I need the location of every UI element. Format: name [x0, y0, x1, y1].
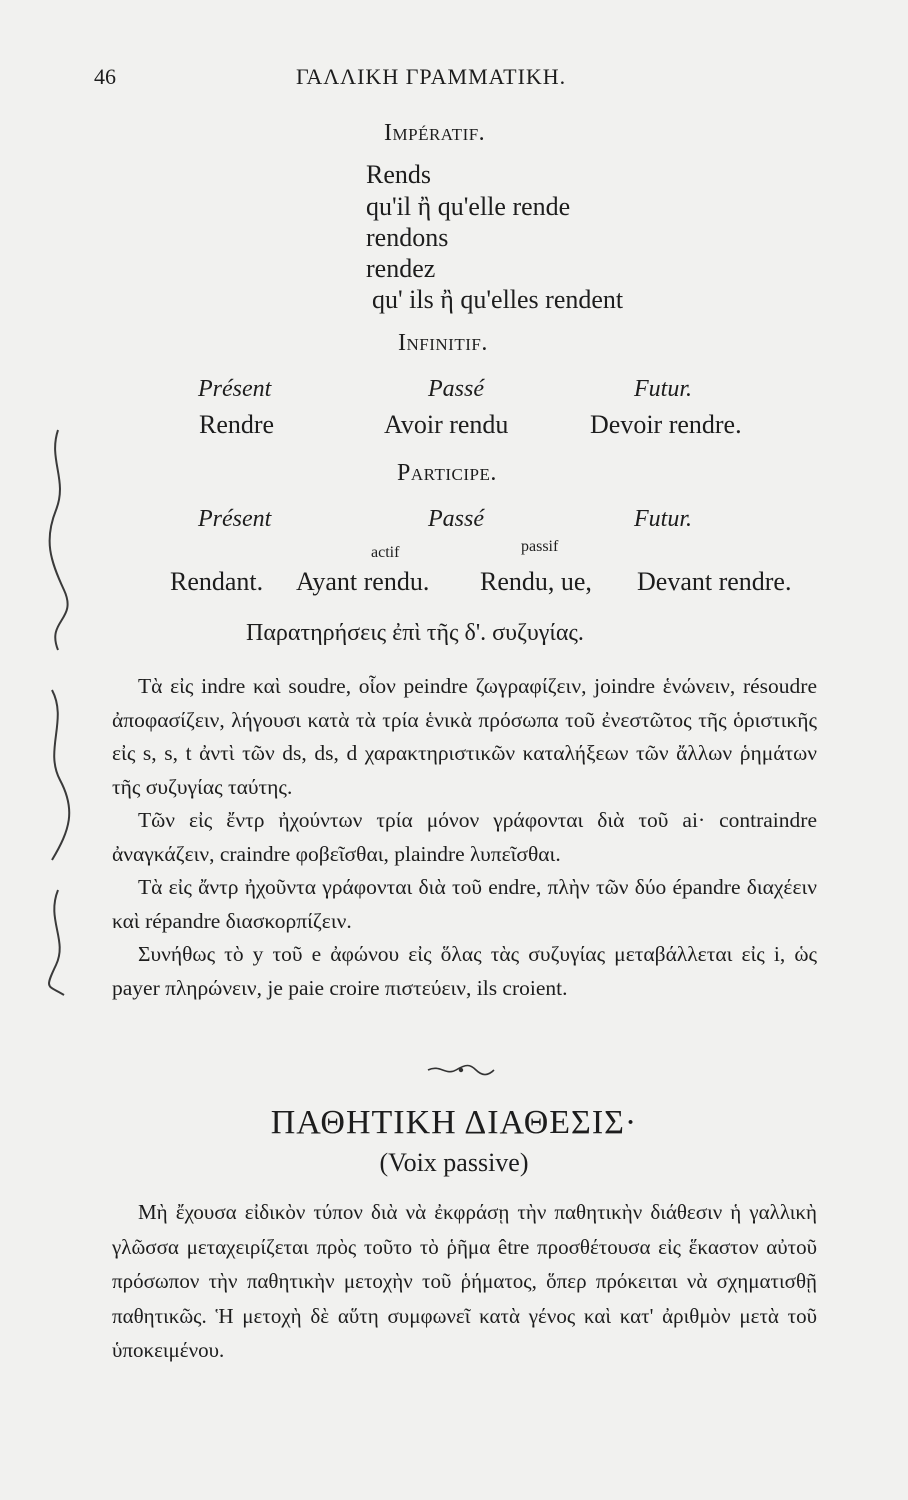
participe-label-present: Présent [198, 506, 272, 532]
remarks-heading: Παρατηρήσεις ἐπὶ τῆς δ'. συζυγίας. [246, 620, 584, 646]
section-title: ΠΑΘΗΤΙΚΗ ΔΙΑΘΕΣΙΣ· [270, 1104, 638, 1141]
remarks-body [112, 670, 817, 1005]
participe-label-futur: Futur. [634, 506, 693, 532]
infinitif-label-passe: Passé [428, 376, 484, 402]
imperatif-line: qu' ils ἢ qu'elles rendent [372, 285, 624, 314]
infinitif-heading: Infinitif. [398, 330, 488, 356]
participe-sublabel-actif: actif [371, 544, 400, 561]
infinitif-label-present: Présent [198, 376, 272, 402]
imperatif-line: rendons [366, 223, 449, 252]
remark-paragraph: Συνήθως τὸ y τοῦ e ἀφώνου εἰς ὅλας τὰς συζυγίας μεταβάλλεται εἰς i, ὡς payer πληρώνειν, je paie croire πιστεύειν, ils croient. [112, 942, 817, 1000]
infinitif-label-futur: Futur. [634, 376, 693, 402]
imperatif-line: rendez [366, 254, 436, 283]
participe-label-passe: Passé [428, 506, 484, 532]
participe-form-actif: Ayant rendu. [296, 567, 430, 596]
remark-paragraph: Τὰ εἰς ἄντρ ἠχοῦντα γράφονται διὰ τοῦ endre, πλὴν τῶν δύο épandre διαχέειν καὶ répandre διασκορπίζειν. [112, 875, 817, 933]
infinitif-form-futur: Devoir rendre. [590, 410, 742, 439]
page-number: 46 [94, 64, 116, 89]
infinitif-form-passe: Avoir rendu [384, 410, 509, 439]
participe-form-present: Rendant. [170, 567, 264, 596]
section-subtitle: (Voix passive) [379, 1148, 529, 1177]
participe-form-futur: Devant rendre. [637, 567, 792, 596]
imperatif-heading: Impératif. [384, 120, 486, 146]
remark-paragraph: Τὰ εἰς indre καὶ soudre, οἷον peindre ζωγραφίζειν, joindre ἑνώνειν, résoudre ἀποφασίζειν, λήγουσι κατὰ τὰ τρία ἑνικὰ πρόσωπα τοῦ ἐνεστῶτος τῆς ὁριστικῆς εἰς s, s, t ἀντὶ τῶν ds, ds, d χαρακτηριστικῶν καταλήξεων τῶν ἄλλων ῥημάτων τῆς συζυγίας ταύτης. [112, 674, 817, 799]
participe-heading: Participe. [397, 460, 497, 486]
ornament-divider-icon [426, 1062, 496, 1078]
participe-sublabel-passif: passif [521, 538, 559, 555]
remark-paragraph: Τῶν εἰς ἔντρ ἠχούντων τρία μόνον γράφονται διὰ τοῦ ai· contraindre ἀναγκάζειν, craindre φοβεῖσθαι, plaindre λυπεῖσθαι. [112, 808, 817, 866]
handwritten-margin-note-icon [28, 420, 88, 1000]
imperatif-line: qu'il ἢ qu'elle rende [366, 192, 571, 221]
running-title: ΓΑΛΛΙΚΗ ΓΡΑΜΜΑΤΙΚΗ. [296, 64, 567, 89]
participe-form-passif: Rendu, ue, [480, 567, 592, 596]
infinitif-form-present: Rendre [199, 410, 275, 439]
imperatif-line: Rends [366, 160, 431, 189]
section-paragraph: Μὴ ἔχουσα εἰδικὸν τύπον διὰ νὰ ἐκφράσῃ τὴν παθητικὴν διάθεσιν ἡ γαλλικὴ γλῶσσα μεταχειρίζεται πρὸς τοῦτο τὸ ῥῆμα être προσθέτουσα εἰς ἕκαστον αὐτοῦ πρόσωπον τὴν παθητικὴν μετοχὴν τοῦ ῥήματος, ὅπερ πρόκειται νὰ σχηματισθῇ παθητικῶς. Ἡ μετοχὴ δὲ αὕτη συμφωνεῖ κατὰ γένος καὶ κατ' ἀριθμὸν μετὰ τοῦ ὑποκειμένου. [112, 1200, 817, 1362]
section-body [112, 1195, 817, 1368]
